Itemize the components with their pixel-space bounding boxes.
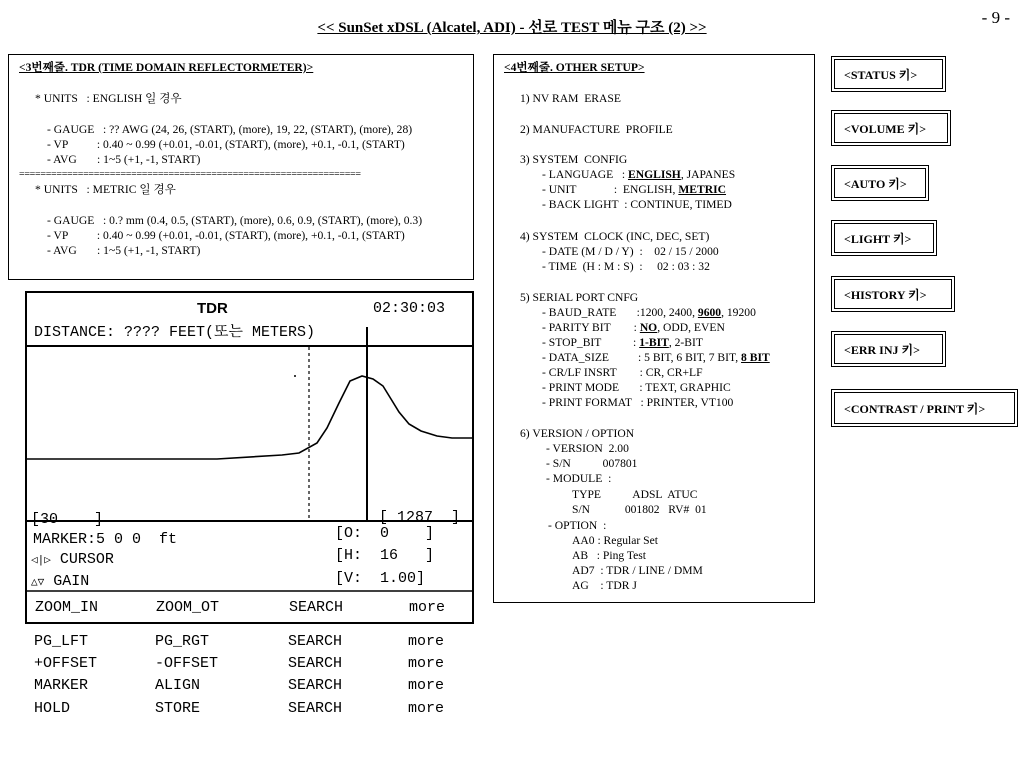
print-format-row: - PRINT FORMAT : PRINTER, VT100: [542, 396, 734, 409]
menu4-key1[interactable]: MARKER: [34, 677, 89, 694]
menu4-key4[interactable]: more: [408, 677, 445, 694]
softkey-search[interactable]: SEARCH: [289, 599, 344, 616]
h-readout: [H: 16 ]: [335, 547, 435, 564]
language-rest: , JAPANES: [680, 168, 736, 181]
cursor-label: CURSOR: [59, 551, 114, 568]
softkey-divider: [27, 293, 472, 622]
separator: ================================================================: [19, 169, 361, 180]
print-mode-row: - PRINT MODE : TEXT, GRAPHIC: [542, 381, 731, 394]
time-row: - TIME (H : M : S) : 02 : 03 : 32: [542, 260, 710, 273]
left-right-arrow-icon: ◁|▷: [31, 555, 51, 567]
section4-heading: <4번째줄. OTHER SETUP>: [504, 61, 645, 74]
status-key-box: <STATUS 키>: [831, 56, 946, 92]
option-aa0: AA0 : Regular Set: [572, 534, 658, 547]
option-ag: AG : TDR J: [572, 579, 637, 592]
stop-label: - STOP_BIT :: [542, 336, 637, 349]
marker-readout: MARKER:5 0 0 ft: [33, 531, 178, 548]
distance-readout: DISTANCE: ???? FEET(또는 METERS): [34, 324, 316, 341]
tdr-settings-box: [8, 54, 474, 280]
range-right: [ 1287 ]: [379, 509, 461, 526]
unit-selected: METRIC: [678, 183, 727, 196]
crlf-row: - CR/LF INSRT : CR, CR+LF: [542, 366, 703, 379]
stop-rest: , 2-BIT: [668, 336, 703, 349]
menu5-key2[interactable]: STORE: [155, 700, 201, 717]
parity-rest: , ODD, EVEN: [657, 321, 725, 334]
vp-metric: - VP : 0.40 ~ 0.99 (+0.01, -0.01, (START), (more), +0.1, -0.1, (START): [47, 229, 405, 242]
version-row: - VERSION 2.00: [546, 442, 629, 455]
gain-label: GAIN: [53, 573, 90, 590]
history-key-box: <HISTORY 키>: [831, 276, 955, 312]
parity-label: - PARITY BIT :: [542, 321, 637, 334]
data-size-row: [542, 351, 770, 365]
menu3-key1[interactable]: +OFFSET: [34, 655, 98, 672]
system-config: 3) SYSTEM CONFIG: [520, 153, 628, 166]
option-row: - OPTION :: [548, 519, 607, 532]
backlight-row: - BACK LIGHT : CONTINUE, TIMED: [542, 198, 732, 211]
parity-row: [542, 321, 725, 335]
page-title: << SunSet xDSL (Alcatel, ADI) - 선로 TEST 메뉴 구조 (2) >>: [317, 20, 707, 36]
version-option: 6) VERSION / OPTION: [520, 427, 635, 440]
menu4-key3[interactable]: SEARCH: [288, 677, 343, 694]
offset-readout: [O: 0 ]: [335, 525, 435, 542]
nvram-erase: 1) NV RAM ERASE: [520, 92, 621, 105]
module-type-row: TYPE ADSL ATUC: [572, 488, 698, 501]
other-setup-box: [493, 54, 815, 603]
menu5-key3[interactable]: SEARCH: [288, 700, 343, 717]
units-english: * UNITS : ENGLISH 일 경우: [35, 92, 182, 105]
softkey-more[interactable]: more: [409, 599, 446, 616]
stop-row: [542, 336, 703, 350]
date-row: - DATE (M / D / Y) : 02 / 15 / 2000: [542, 245, 719, 258]
page-number: - 9 -: [981, 8, 1010, 27]
screen-time: 02:30:03: [373, 300, 446, 317]
gauge-english: - GAUGE : ?? AWG (24, 26, (START), (more), 19, 22, (START), (more), 28): [47, 123, 413, 136]
serial-port: 5) SERIAL PORT CNFG: [520, 291, 639, 304]
menu2-key1[interactable]: PG_LFT: [34, 633, 89, 650]
menu2-key3[interactable]: SEARCH: [288, 633, 343, 650]
language-label: - LANGUAGE :: [542, 168, 626, 181]
stop-selected: 1-BIT: [639, 336, 669, 349]
manufacture-profile: 2) MANUFACTURE PROFILE: [520, 123, 673, 136]
parity-selected: NO: [639, 321, 658, 334]
baud-selected: 9600: [697, 306, 722, 319]
up-down-arrow-icon: △▽: [31, 577, 45, 589]
menu4-key2[interactable]: ALIGN: [155, 677, 201, 694]
contrast-print-key-box: <CONTRAST / PRINT 키>: [831, 389, 1018, 427]
err-inj-key-box: <ERR INJ 키>: [831, 331, 946, 367]
vp-english: - VP : 0.40 ~ 0.99 (+0.01, -0.01, (START), (more), +0.1, -0.1, (START): [47, 138, 405, 151]
baud-rest: , 19200: [721, 306, 756, 319]
menu3-key2[interactable]: -OFFSET: [155, 655, 219, 672]
baud-row: [542, 306, 756, 320]
screen-title: TDR: [197, 300, 228, 317]
unit-row: [542, 183, 726, 197]
avg-english: - AVG : 1~5 (+1, -1, START): [47, 153, 201, 166]
module-row: - MODULE :: [546, 472, 612, 485]
light-key-box: <LIGHT 키>: [831, 220, 937, 256]
data-size-selected: 8 BIT: [741, 351, 770, 364]
data-size-label: - DATA_SIZE : 5 BIT, 6 BIT, 7 BIT,: [542, 351, 739, 364]
volume-key-box: <VOLUME 키>: [831, 110, 951, 146]
menu3-key3[interactable]: SEARCH: [288, 655, 343, 672]
section3-heading: <3번째줄. TDR (TIME DOMAIN REFLECTORMETER)>: [19, 61, 314, 74]
range-left: [30 ]: [31, 511, 104, 528]
option-ad7: AD7 : TDR / LINE / DMM: [572, 564, 703, 577]
language-row: [542, 168, 735, 182]
sn-row: - S/N 007801: [546, 457, 638, 470]
unit-label: - UNIT : ENGLISH,: [542, 183, 676, 196]
menu5-key1[interactable]: HOLD: [34, 700, 71, 717]
tdr-screen: [25, 291, 474, 624]
menu2-key4[interactable]: more: [408, 633, 445, 650]
softkey-zoom-out[interactable]: ZOOM_OT: [156, 599, 220, 616]
units-metric: * UNITS : METRIC 일 경우: [35, 183, 176, 196]
menu2-key2[interactable]: PG_RGT: [155, 633, 210, 650]
option-ab: AB : Ping Test: [572, 549, 647, 562]
system-clock: 4) SYSTEM CLOCK (INC, DEC, SET): [520, 230, 710, 243]
gauge-metric: - GAUGE : 0.? mm (0.4, 0.5, (START), (more), 0.6, 0.9, (START), (more), 0.3): [47, 214, 423, 227]
menu5-key4[interactable]: more: [408, 700, 445, 717]
module-sn-row: S/N 001802 RV# 01: [572, 503, 707, 516]
softkey-zoom-in[interactable]: ZOOM_IN: [35, 599, 99, 616]
baud-label: - BAUD_RATE :1200, 2400,: [542, 306, 695, 319]
avg-metric: - AVG : 1~5 (+1, -1, START): [47, 244, 201, 257]
auto-key-box: <AUTO 키>: [831, 165, 929, 201]
v-readout: [V: 1.00]: [335, 570, 426, 587]
menu3-key4[interactable]: more: [408, 655, 445, 672]
language-selected: ENGLISH: [627, 168, 681, 181]
